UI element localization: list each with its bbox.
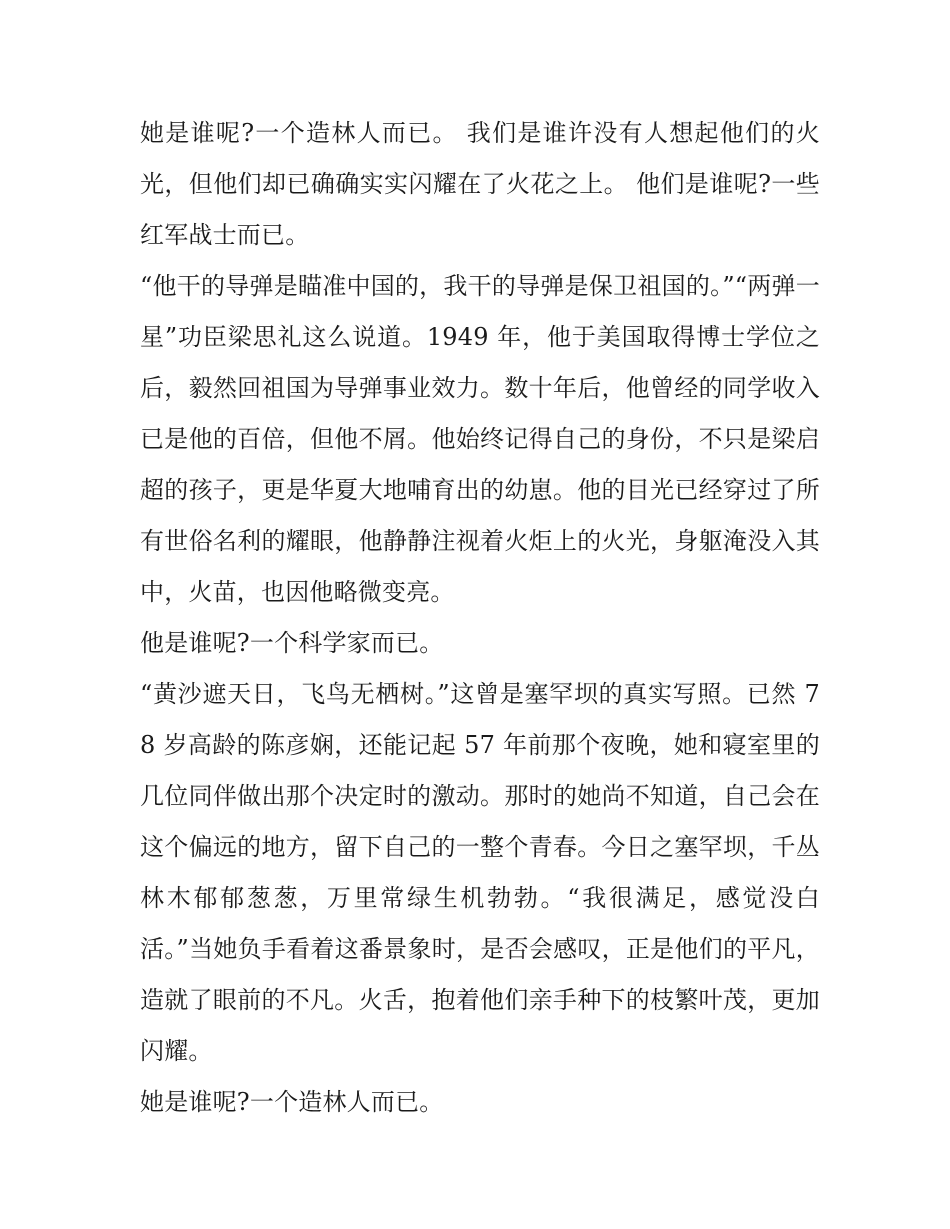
paragraph-5: 她是谁呢?一个造林人而已。 [140, 1088, 444, 1116]
paragraph-1: 她是谁呢?一个造林人而已。 我们是谁许没有人想起他们的火光，但他们却已确确实实闪耀在了火花之上。 他们是谁呢?一些红军战士而已。 [140, 119, 820, 249]
essay-body [140, 108, 820, 1128]
paragraph-2: “他干的导弹是瞄准中国的，我干的导弹是保卫祖国的。”“两弹一星”功臣梁思礼这么说道。1949 年，他于美国取得博士学位之后，毅然回祖国为导弹事业效力。数十年后，他曾经的同学收入已是他的百倍，但他不屑。他始终记得自己的身份，不只是梁启超的孩子，更是华夏大地哺育出的幼崽。他的目光已经穿过了所有世俗名利的耀眼，他静静注视着火炬上的火光，身躯淹没入其中，火苗，也因他略微变亮。 [140, 272, 820, 606]
paragraph-4: “黄沙遮天日，飞鸟无栖树。”这曾是塞罕坝的真实写照。已然 78 岁高龄的陈彦娴，还能记起 57 年前那个夜晚，她和寝室里的几位同伴做出那个决定时的激动。那时的她尚不知道，自己会在这个偏远的地方，留下自己的一整个青春。今日之塞罕坝，千丛林木郁郁葱葱，万里常绿生机勃勃。“我很满足，感觉没白活。”当她负手看着这番景象时，是否会感叹，正是他们的平凡，造就了眼前的不凡。火舌，抱着他们亲手种下的枝繁叶茂，更加闪耀。 [140, 680, 820, 1065]
paragraph-3: 他是谁呢?一个科学家而已。 [140, 629, 444, 657]
